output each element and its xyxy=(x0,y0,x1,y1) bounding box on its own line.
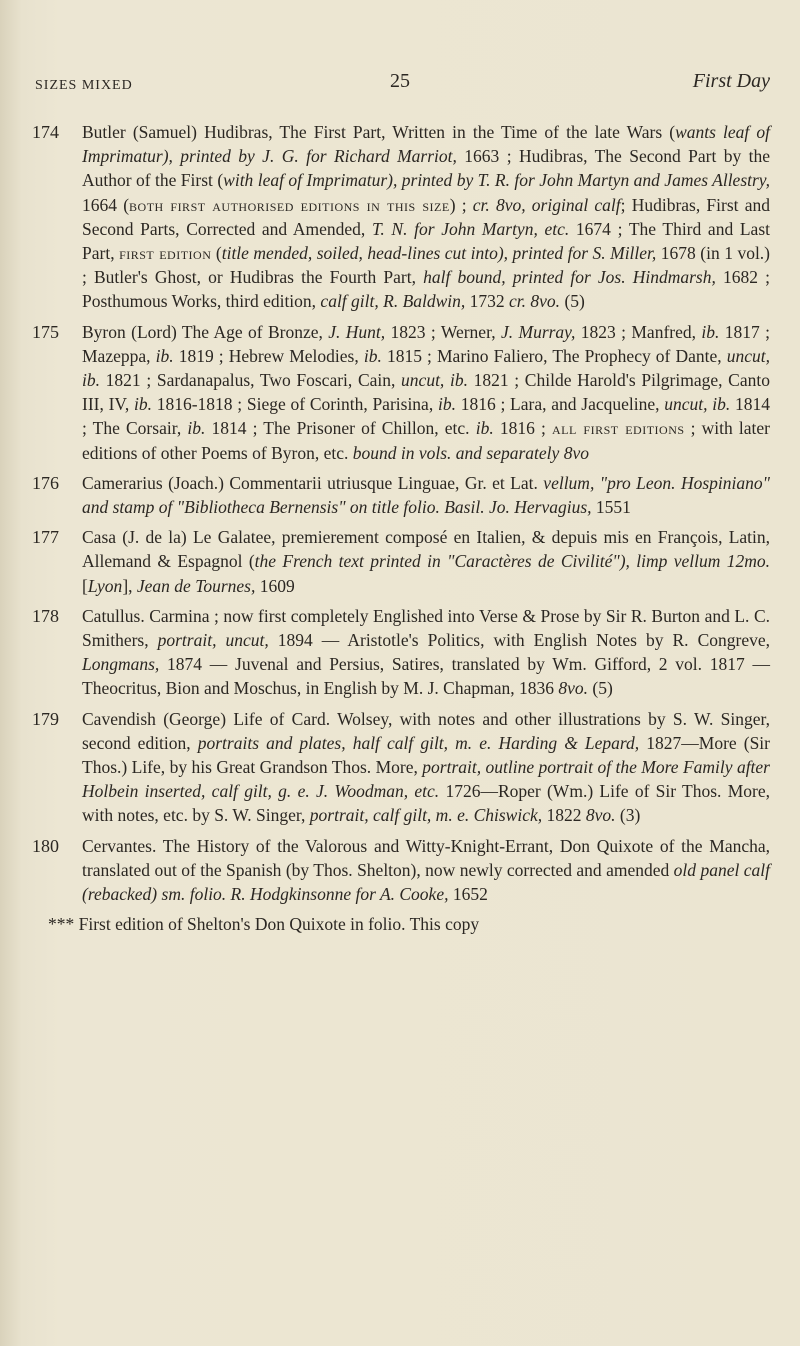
lot-text-segment: both first authorised editions in this size xyxy=(129,194,450,215)
lot-text-segment: half bound, printed for Jos. Hindmarsh, xyxy=(423,267,716,288)
page-number: 25 xyxy=(390,70,410,92)
lot-text-segment: Cavendish (George) Life of Card. Wolsey, with notes and other illustrations by S. W. Singer, second edition, xyxy=(82,708,770,753)
lot-number: 178 xyxy=(32,605,59,626)
lot-text-segment: first edition xyxy=(119,243,212,264)
lot-entry xyxy=(30,471,770,519)
lot-text-segment: 1823 ; Manfred, xyxy=(575,321,702,342)
lot-text-segment: wants leaf of Imprimatur), printed by J. G. for Richard Marriot, xyxy=(82,122,770,167)
lot-text-segment: 1823 ; Werner, xyxy=(385,321,501,342)
lot-text-segment: 1816-1818 ; Siege of Corinth, Parisina, xyxy=(151,394,438,415)
lot-text-segment: 1814 ; The Prisoner of Chillon, etc. xyxy=(205,418,476,439)
lot-text-segment: vellum, "pro Leon. Hospiniano" and stamp of "Bibliotheca Bernensis" on title xyxy=(82,472,770,518)
running-head-right: First Day xyxy=(692,70,770,92)
lot-entry xyxy=(30,320,770,465)
lot-text-segment: (5) xyxy=(588,678,613,699)
lot-text-segment: [ xyxy=(82,575,88,596)
lot-text-segment: uncut, ib. xyxy=(664,394,731,415)
lot-text-segment: ib. xyxy=(437,394,456,415)
lot-text-segment: 1816 ; xyxy=(493,418,552,439)
lot-text-segment: cr. 8vo. xyxy=(509,291,561,312)
lot-text-segment: 1817 ; Mazeppa, xyxy=(82,321,770,366)
lot-text-segment: ; with later editions of other Poems of Byron, etc. xyxy=(82,418,770,463)
lot-text-segment: 8vo xyxy=(563,442,589,463)
lot-text-segment: 1815 ; Marino Faliero, The Prophecy of Dante, xyxy=(381,345,727,366)
lot-description xyxy=(82,834,770,907)
lot-text-segment: 1814 ; The Corsair, xyxy=(82,394,770,439)
lot-text-segment: cr. 8vo, original calf xyxy=(472,194,621,215)
lot-entry xyxy=(30,604,770,701)
lot-text-segment: J. Hunt, xyxy=(328,321,386,342)
lot-entry xyxy=(30,834,770,907)
lot-text-segment: uncut, ib. xyxy=(401,370,468,391)
lot-description xyxy=(82,525,770,598)
lot-number: 177 xyxy=(32,527,59,548)
lot-text-segment: Butler (Samuel) Hudibras, The First Part, Written in the Time of the late Wars ( xyxy=(82,122,676,142)
lot-text-segment: 1816 ; Lara, and Jacqueline, xyxy=(455,394,665,415)
lot-text-segment: ; Hudibras, First and Second Parts, Corrected and Amended, xyxy=(82,194,770,239)
lot-text-segment: 1663 ; Hudibras, The Second Part by the Author of the First ( xyxy=(82,146,771,191)
lot-text-segment: T. N. for John Martyn, etc. xyxy=(371,218,570,239)
lot-entry xyxy=(30,120,770,314)
lot-text-segment: Byron (Lord) The Age of Bronze, xyxy=(82,321,329,342)
lot-text-segment: portraits and plates, half calf gilt, m. e. Harding & Lepard, xyxy=(197,732,640,753)
lot-text-segment: ib. xyxy=(475,418,494,439)
lot-text-segment: 1551 xyxy=(591,497,631,518)
lot-text-segment: ( xyxy=(211,243,222,264)
lot-text-segment: ], xyxy=(122,575,137,596)
lot-text-segment: ib. xyxy=(701,321,720,342)
lot-text-segment: with leaf of Imprimatur), printed by T. R. for John Martyn and James Allestry, xyxy=(223,170,770,191)
lot-text-segment: 1894 — Aristotle's Politics, with English Notes by R. Congreve, xyxy=(268,630,770,651)
running-head-left: SIZES MIXED xyxy=(35,78,133,93)
lot-text-segment: 8vo. xyxy=(585,805,616,826)
lot-number: 176 xyxy=(32,472,59,493)
lot-text-segment: 1609 xyxy=(255,575,295,596)
lot-text-segment: Casa (J. de la) Le Galatee, premierement composé en Italien, & depuis mis en François, Latin, Allemand & Espagnol ( xyxy=(82,527,770,572)
lot-description xyxy=(82,320,770,465)
lot-text-segment: ib. xyxy=(363,345,382,366)
lot-text-segment: 1819 ; Hebrew Melodies, xyxy=(173,345,364,366)
lot-number: 180 xyxy=(32,835,59,856)
lot-text-segment: calf gilt, R. Baldwin, xyxy=(320,291,466,312)
lot-text-segment: 1874 — Juvenal and Persius, Satires, translated by Wm. Gifford, 2 vol. 1817 — Theocritus, Bion and Moschus, in English by M. J. Chapman, 1836 xyxy=(82,654,770,699)
lot-text-segment: 1678 (in 1 vol.) ; Butler's Ghost, or Hudibras the Fourth Part, xyxy=(82,243,771,288)
lot-text-segment: 1827—More (Sir Thos.) Life, by his Great Grandson Thos. More, xyxy=(82,732,770,778)
lot-text-segment: 1726—Roper (Wm.) Life of Sir Thos. More, with notes, etc. by S. W. Singer, xyxy=(82,781,770,826)
lot-text-segment: sm. folio. R. Hodgkinsonne for A. Cooke, xyxy=(161,884,449,905)
lot-text-segment: the French text printed in "Caractères de Civilité"), limp vellum xyxy=(254,551,721,572)
lot-text-segment: title mended, soiled, head-lines cut into), printed for S. Miller, xyxy=(221,243,657,264)
lot-text-segment: 1652 xyxy=(448,884,488,905)
lot-text-segment: ib. xyxy=(155,345,174,366)
lot-list xyxy=(30,120,770,937)
lot-text-segment: 1682 ; Posthumous Works, third edition, xyxy=(82,267,770,312)
lot-text-segment: Cervantes. The History of the Valorous and Witty-Knight-Errant, Don Quixote of the Mancha, translated out of the Spanish (by Thos. Shelton), now newly corrected and amended xyxy=(82,835,770,880)
lot-text-segment: 1821 ; Childe Harold's Pilgrimage, Canto III, IV, xyxy=(82,370,770,415)
lot-text-segment: Lyon xyxy=(87,575,123,596)
lot-entry xyxy=(30,707,770,828)
lot-description xyxy=(82,120,770,314)
lot-text-segment: ib. xyxy=(133,394,152,415)
lot-note: *** First edition of Shelton's Don Quixote in folio. This copy xyxy=(48,914,480,935)
lot-description xyxy=(82,707,770,828)
lot-text-segment: Catullus. Carmina ; now first completely Englished into Verse & Prose by Sir R. Burton and L. C. Smithers, xyxy=(82,605,770,651)
lot-text-segment: 8vo. xyxy=(558,678,589,699)
lot-text-segment: portrait, calf gilt, m. e. Chiswick, xyxy=(309,805,543,826)
lot-text-segment: folio. Basil. Jo. Hervagius, xyxy=(403,497,592,518)
lot-text-segment: ib. xyxy=(187,418,206,439)
lot-text-segment: 1822 xyxy=(542,805,586,826)
lot-number: 174 xyxy=(32,122,59,142)
lot-text-segment: (3) xyxy=(615,805,641,826)
lot-text-segment: Camerarius (Joach.) Commentarii utriusque Linguae, Gr. et Lat. xyxy=(82,472,544,493)
lot-text-segment: ) ; xyxy=(449,194,473,215)
lot-text-segment: (5) xyxy=(560,291,585,312)
lot-text-segment: 12mo. xyxy=(726,551,771,572)
lot-text-segment: 1821 ; Sardanapalus, Two Foscari, Cain, xyxy=(100,370,402,391)
lot-text-segment: portrait, outline portrait of the More Family after Holbein inserted, calf gilt, g. e. J. Woodman, etc. xyxy=(82,757,770,802)
lot-text-segment: 1664 ( xyxy=(82,194,130,215)
lot-number: 175 xyxy=(32,321,59,342)
lot-number: 179 xyxy=(32,708,59,729)
lot-text-segment: uncut, ib. xyxy=(82,345,770,391)
lot-text-segment: Longmans, xyxy=(82,654,160,675)
lot-description xyxy=(82,604,770,701)
lot-text-segment: 1732 xyxy=(465,291,510,312)
lot-text-segment: J. Murray, xyxy=(500,321,576,342)
lot-text-segment: Jean de Tournes, xyxy=(136,575,256,596)
lot-entry xyxy=(30,525,770,598)
lot-text-segment: old panel calf (rebacked) xyxy=(82,859,770,905)
lot-description xyxy=(82,471,770,519)
lot-text-segment: bound in vols. and separately xyxy=(352,442,560,463)
lot-text-segment: 1674 ; The Third and Last Part, xyxy=(82,218,770,264)
lot-text-segment: portrait, uncut, xyxy=(157,630,269,651)
lot-text-segment: all first editions xyxy=(551,418,685,439)
